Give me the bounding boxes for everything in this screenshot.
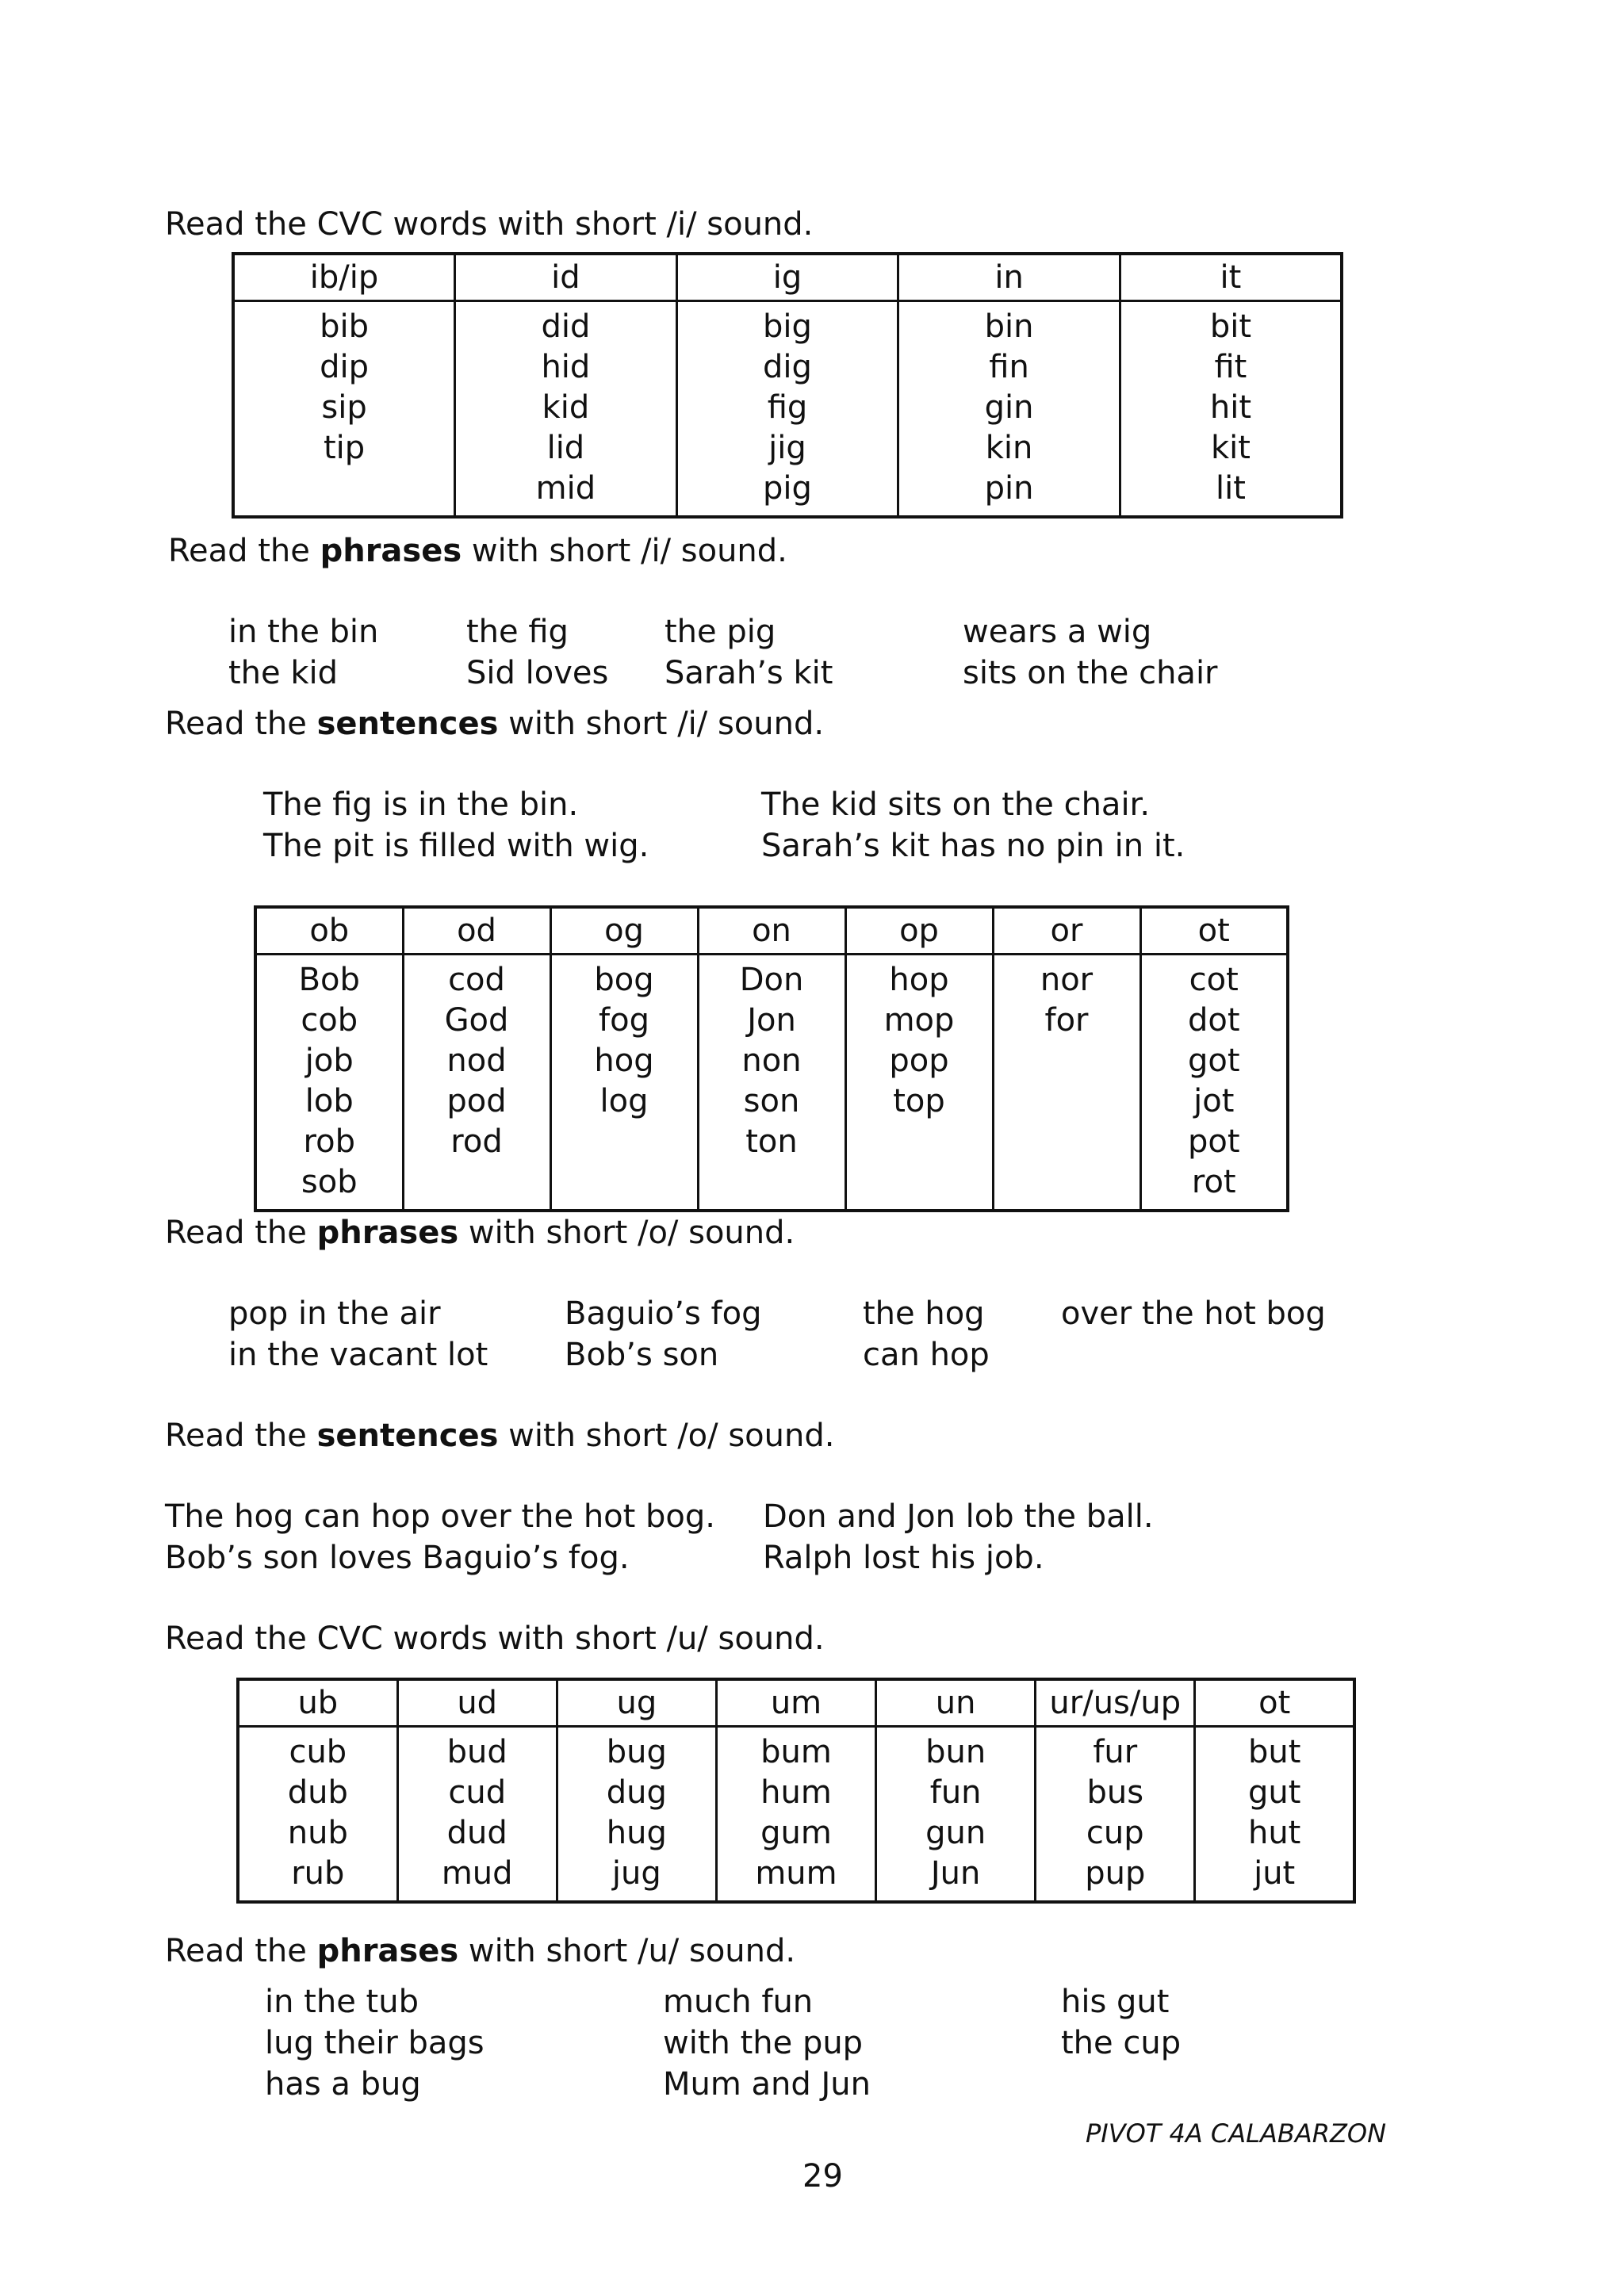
word: hit [1209, 389, 1252, 426]
table-header: ud [397, 1679, 557, 1727]
phrase: Baguio’s fog [565, 1295, 762, 1332]
instruction-text: Read the [165, 1418, 317, 1454]
table-header: op [845, 907, 993, 955]
word-column [898, 301, 1120, 518]
word: hog [594, 1043, 654, 1079]
phrase: Sarah’s kit [665, 655, 833, 691]
word-column [403, 955, 550, 1211]
table-header: in [898, 254, 1120, 301]
word: sip [321, 389, 367, 426]
phrase: with the pup [663, 2025, 864, 2061]
word: pop [889, 1043, 949, 1079]
word-column [233, 301, 455, 518]
word-column [876, 1727, 1036, 1903]
phrase: much fun [663, 1984, 814, 2020]
phrase: sits on the chair [963, 655, 1218, 691]
word: pig [763, 470, 812, 507]
word: nor [1040, 962, 1094, 998]
instruction-keyword: sentences [316, 1418, 499, 1454]
instruction-short-i-sentences [165, 706, 824, 742]
word: Don [739, 962, 804, 998]
instruction-text: with short /i/ sound. [498, 706, 825, 742]
instruction-short-i-words: Read the CVC words with short /i/ sound. [165, 206, 814, 243]
word-column [557, 1727, 716, 1903]
word: bud [446, 1734, 508, 1770]
sentence: The pit is filled with wig. [263, 828, 649, 864]
word: mum [755, 1855, 837, 1892]
table-header: ot [1140, 907, 1288, 955]
word: gut [1247, 1774, 1301, 1811]
table-header: id [455, 254, 677, 301]
word: bus [1086, 1774, 1144, 1811]
word: son [743, 1083, 800, 1119]
table-header: ug [557, 1679, 716, 1727]
phrase: in the tub [265, 1984, 419, 2020]
sentence: The hog can hop over the hot bog. [165, 1498, 716, 1535]
phrase: has a bug [265, 2066, 421, 2103]
word: cod [448, 962, 505, 998]
word-column [1195, 1727, 1354, 1903]
word: bin [984, 308, 1034, 345]
word: rub [291, 1855, 345, 1892]
phrase: the fig [466, 614, 569, 650]
word-column [716, 1727, 875, 1903]
word: jot [1193, 1083, 1235, 1119]
instruction-keyword: phrases [320, 533, 462, 569]
word: hut [1247, 1815, 1301, 1851]
phrase: wears a wig [963, 614, 1152, 650]
word: job [304, 1043, 354, 1079]
word-column [676, 301, 898, 518]
instruction-text: Read the [168, 533, 320, 569]
word: Jon [747, 1002, 796, 1039]
word: dot [1187, 1002, 1240, 1039]
word: dud [446, 1815, 508, 1851]
instruction-keyword: sentences [316, 706, 499, 742]
word: log [599, 1083, 649, 1119]
word: mud [441, 1855, 513, 1892]
word: Jun [930, 1855, 981, 1892]
word: tip [323, 430, 366, 466]
word: for [1044, 1002, 1089, 1039]
word: non [741, 1043, 802, 1079]
word: did [541, 308, 591, 345]
table-header: um [716, 1679, 875, 1727]
sentence: Bob’s son loves Baguio’s fog. [165, 1540, 630, 1576]
word: kid [542, 389, 590, 426]
word: hop [889, 962, 949, 998]
word: Bob [298, 962, 360, 998]
word-column [455, 301, 677, 518]
phrase: the kid [228, 655, 339, 691]
phrase: the cup [1061, 2025, 1182, 2061]
phrase: the pig [665, 614, 776, 650]
word: pod [446, 1083, 507, 1119]
word-column [255, 955, 403, 1211]
word: fin [989, 349, 1029, 385]
word: nub [287, 1815, 348, 1851]
word: sob [301, 1164, 358, 1200]
word: fit [1214, 349, 1247, 385]
word: pot [1187, 1123, 1240, 1160]
word: jig [768, 430, 806, 466]
word: cub [289, 1734, 347, 1770]
word: mop [883, 1002, 955, 1039]
word: pup [1085, 1855, 1146, 1892]
table-header: od [403, 907, 550, 955]
word: big [763, 308, 812, 345]
word: top [893, 1083, 945, 1119]
word: gum [760, 1815, 832, 1851]
instruction-text: Read the [165, 1933, 317, 1969]
table-header: og [550, 907, 698, 955]
word: rod [450, 1123, 503, 1160]
word: got [1187, 1043, 1240, 1079]
phrase: Sid loves [466, 655, 609, 691]
word: pin [984, 470, 1034, 507]
word-column [1140, 955, 1288, 1211]
phrase: his gut [1061, 1984, 1170, 2020]
phrase: Bob’s son [565, 1337, 719, 1373]
table-header: ur/us/up [1036, 1679, 1195, 1727]
word: nod [446, 1043, 507, 1079]
word: jug [611, 1855, 661, 1892]
sentence: Ralph lost his job. [763, 1540, 1044, 1576]
word: but [1247, 1734, 1301, 1770]
word: ton [745, 1123, 798, 1160]
sentence: The fig is in the bin. [263, 786, 579, 823]
word: cot [1189, 962, 1239, 998]
instruction-short-o-sentences [165, 1418, 834, 1454]
word: cob [301, 1002, 358, 1039]
word: kit [1210, 430, 1251, 466]
word: dub [287, 1774, 348, 1811]
word: rot [1191, 1164, 1236, 1200]
phrase: the hog [863, 1295, 985, 1332]
instruction-keyword: phrases [316, 1215, 459, 1251]
word-column [698, 955, 845, 1211]
table-header: ib/ip [233, 254, 455, 301]
word-column [550, 955, 698, 1211]
word-column [1120, 301, 1342, 518]
word-column [397, 1727, 557, 1903]
word: bug [606, 1734, 667, 1770]
word-column [238, 1727, 397, 1903]
instruction-keyword: phrases [316, 1933, 459, 1969]
page-number: 29 [802, 2158, 843, 2195]
word: dug [606, 1774, 667, 1811]
word: God [444, 1002, 509, 1039]
phrase: Mum and Jun [663, 2066, 871, 2103]
instruction-short-u-words: Read the CVC words with short /u/ sound. [165, 1621, 825, 1657]
table-header: on [698, 907, 845, 955]
sentence: The kid sits on the chair. [761, 786, 1151, 823]
instruction-text: Read the [165, 706, 317, 742]
word: dig [763, 349, 812, 385]
word: fig [767, 389, 808, 426]
word: bib [320, 308, 369, 345]
short-u-word-table [236, 1678, 1356, 1904]
word: cup [1086, 1815, 1144, 1851]
instruction-text: Read the [165, 1215, 317, 1251]
word: fun [929, 1774, 982, 1811]
table-header: or [993, 907, 1140, 955]
word: hid [541, 349, 591, 385]
sentence: Don and Jon lob the ball. [763, 1498, 1154, 1535]
table-header: ot [1195, 1679, 1354, 1727]
word: gun [925, 1815, 986, 1851]
table-header: ig [676, 254, 898, 301]
phrase: pop in the air [228, 1295, 441, 1332]
footer-label: PIVOT 4A CALABARZON [1085, 2118, 1386, 2149]
word: bun [925, 1734, 986, 1770]
word: lob [304, 1083, 354, 1119]
word: bum [760, 1734, 832, 1770]
word-column [993, 955, 1140, 1211]
instruction-short-o-phrases [165, 1215, 795, 1251]
word: bit [1209, 308, 1252, 345]
word: bog [594, 962, 654, 998]
instruction-short-u-phrases [165, 1933, 795, 1969]
table-header: it [1120, 254, 1342, 301]
instruction-text: with short /u/ sound. [458, 1933, 796, 1969]
instruction-short-i-phrases [168, 533, 787, 569]
table-header: ub [238, 1679, 397, 1727]
phrase: in the vacant lot [228, 1337, 488, 1373]
instruction-text: with short /i/ sound. [462, 533, 787, 569]
table-header: ob [255, 907, 403, 955]
word: fur [1093, 1734, 1138, 1770]
word: lid [546, 430, 585, 466]
word: jut [1254, 1855, 1296, 1892]
word-column [845, 955, 993, 1211]
phrase: over the hot bog [1061, 1295, 1326, 1332]
word: dip [320, 349, 369, 385]
word: gin [984, 389, 1034, 426]
short-o-word-table [254, 905, 1289, 1212]
word: lit [1215, 470, 1246, 507]
word: cud [448, 1774, 507, 1811]
word: hum [760, 1774, 832, 1811]
word: kin [985, 430, 1033, 466]
phrase: in the bin [228, 614, 379, 650]
word: hug [606, 1815, 667, 1851]
short-i-word-table [232, 252, 1343, 519]
instruction-text: with short /o/ sound. [458, 1215, 795, 1251]
word: mid [535, 470, 596, 507]
phrase: lug their bags [265, 2025, 485, 2061]
word-column [1036, 1727, 1195, 1903]
sentence: Sarah’s kit has no pin in it. [761, 828, 1185, 864]
table-header: un [876, 1679, 1036, 1727]
word: fog [599, 1002, 649, 1039]
phrase: can hop [863, 1337, 990, 1373]
word: rob [303, 1123, 355, 1160]
instruction-text: with short /o/ sound. [498, 1418, 835, 1454]
